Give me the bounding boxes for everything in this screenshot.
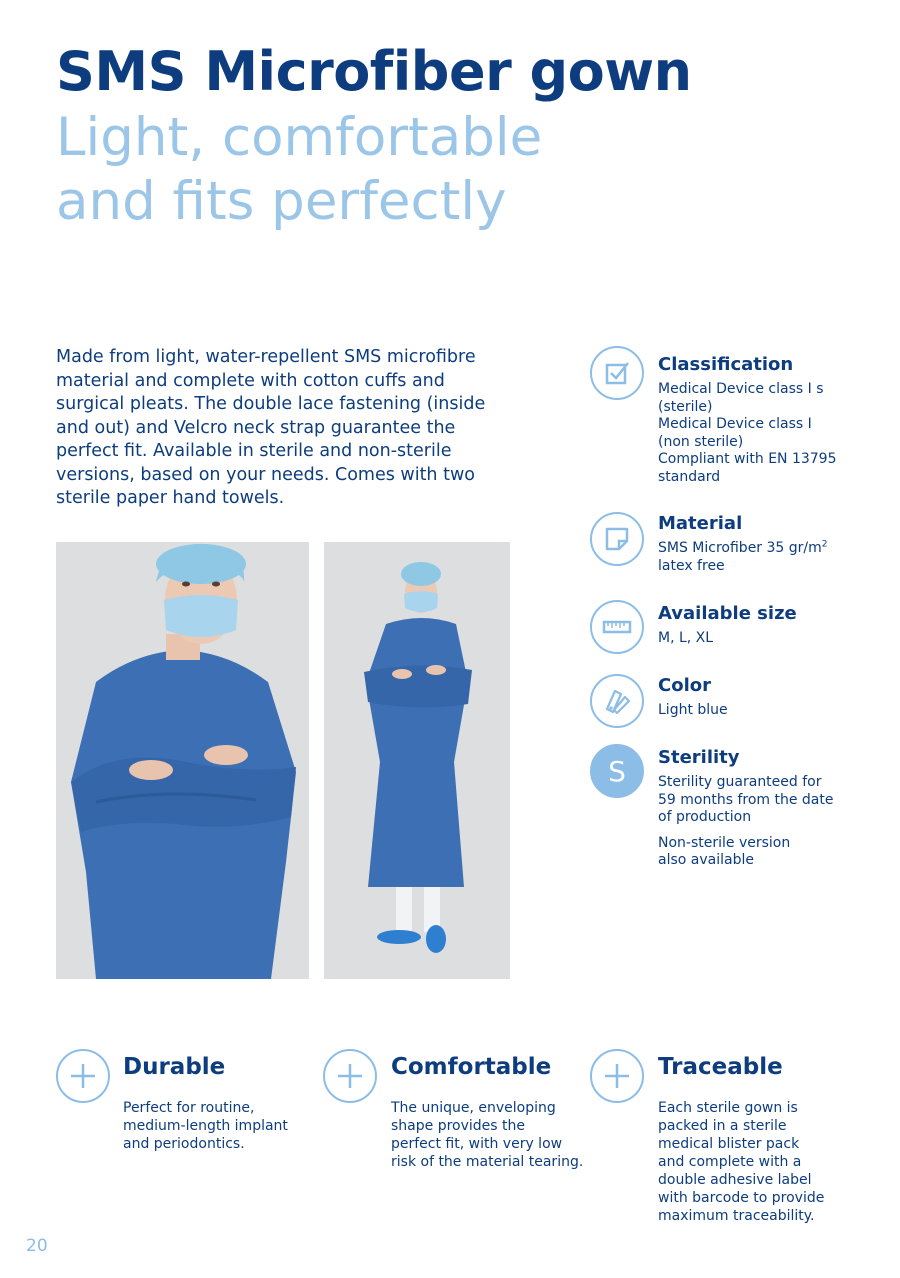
plus-icon: [323, 1049, 377, 1103]
intro-paragraph: Made from light, water-repellent SMS microfibre material and complete with cotton cuffs and surgical pleats. The double lace fastening (inside and out) and Velcro neck strap guarantee the perfect fit. Available in sterile and non-sterile versions, based on your needs. Comes with two sterile paper hand towels.: [56, 347, 486, 508]
spec-line: Light blue: [658, 702, 728, 718]
feature-text: [391, 1099, 591, 1171]
plus-icon: [56, 1049, 110, 1103]
feature-line: packed in a sterile: [658, 1118, 787, 1134]
spec-title: Classification: [658, 354, 794, 375]
checkbox-icon: [590, 346, 644, 400]
gown-fullbody-photo: [324, 542, 510, 979]
feature-line: The unique, enveloping: [391, 1100, 556, 1116]
spec-line: Compliant with EN 13795: [658, 451, 837, 467]
spec-material: [658, 513, 858, 575]
feature-line: shape provides the: [391, 1118, 525, 1134]
spec-line: [658, 540, 858, 558]
subtitle-line: Light, comfortable: [56, 107, 543, 168]
spec-line-text: SMS Microfiber 35 gr/m: [658, 540, 822, 556]
spec-size: [658, 603, 858, 648]
spec-line: of production: [658, 809, 752, 825]
gown-closeup-photo: [56, 542, 309, 979]
feature-line: double adhesive label: [658, 1172, 812, 1188]
feature-line: Perfect for routine,: [123, 1100, 255, 1116]
spec-line: latex free: [658, 557, 725, 574]
spec-line: (sterile): [658, 398, 713, 415]
spec-line: Medical Device class I: [658, 416, 812, 432]
feature-line: with barcode to provide: [658, 1190, 825, 1206]
feature-line: maximum traceability.: [658, 1208, 815, 1224]
feature-line: perfect fit, with very low: [391, 1136, 563, 1152]
feature-text: [123, 1099, 313, 1153]
feature-line: and periodontics.: [123, 1136, 245, 1152]
feature-line: risk of the material tearing.: [391, 1154, 584, 1170]
spec-title: Available size: [658, 603, 797, 624]
spec-line: M, L, XL: [658, 630, 714, 646]
superscript: 2: [821, 539, 828, 550]
spec-line: Medical Device class I s: [658, 381, 824, 397]
spec-title: Sterility: [658, 747, 740, 768]
feature-title: Comfortable: [391, 1054, 552, 1080]
spec-color: [658, 675, 858, 720]
feature-title: Traceable: [658, 1054, 783, 1080]
spec-line: standard: [658, 468, 721, 485]
spec-line: 59 months from the date: [658, 791, 834, 808]
spec-sterility: [658, 747, 858, 870]
feature-line: medium-length implant: [123, 1118, 288, 1134]
spec-title: Material: [658, 513, 743, 534]
sterility-s-icon: S: [590, 744, 644, 798]
feature-line: medical blister pack: [658, 1136, 800, 1152]
plus-icon: [590, 1049, 644, 1103]
spec-line: Non-sterile version: [658, 834, 791, 851]
page-title: SMS Microfiber gown: [56, 40, 692, 103]
spec-line: also available: [658, 852, 754, 868]
spec-classification: [658, 354, 858, 486]
feature-line: Each sterile gown is: [658, 1100, 798, 1116]
spec-title: Color: [658, 675, 711, 696]
feature-text: [658, 1099, 858, 1225]
color-swatch-icon: [590, 674, 644, 728]
feature-title: Durable: [123, 1054, 226, 1080]
ruler-icon: [590, 600, 644, 654]
feature-line: and complete with a: [658, 1154, 802, 1170]
page-number: 20: [26, 1236, 48, 1256]
subtitle-line: and fits perfectly: [56, 171, 507, 232]
spec-line: Sterility guaranteed for: [658, 774, 822, 790]
spec-line: (non sterile): [658, 433, 744, 450]
fabric-sheet-icon: [590, 512, 644, 566]
page-subtitle: [56, 106, 542, 234]
